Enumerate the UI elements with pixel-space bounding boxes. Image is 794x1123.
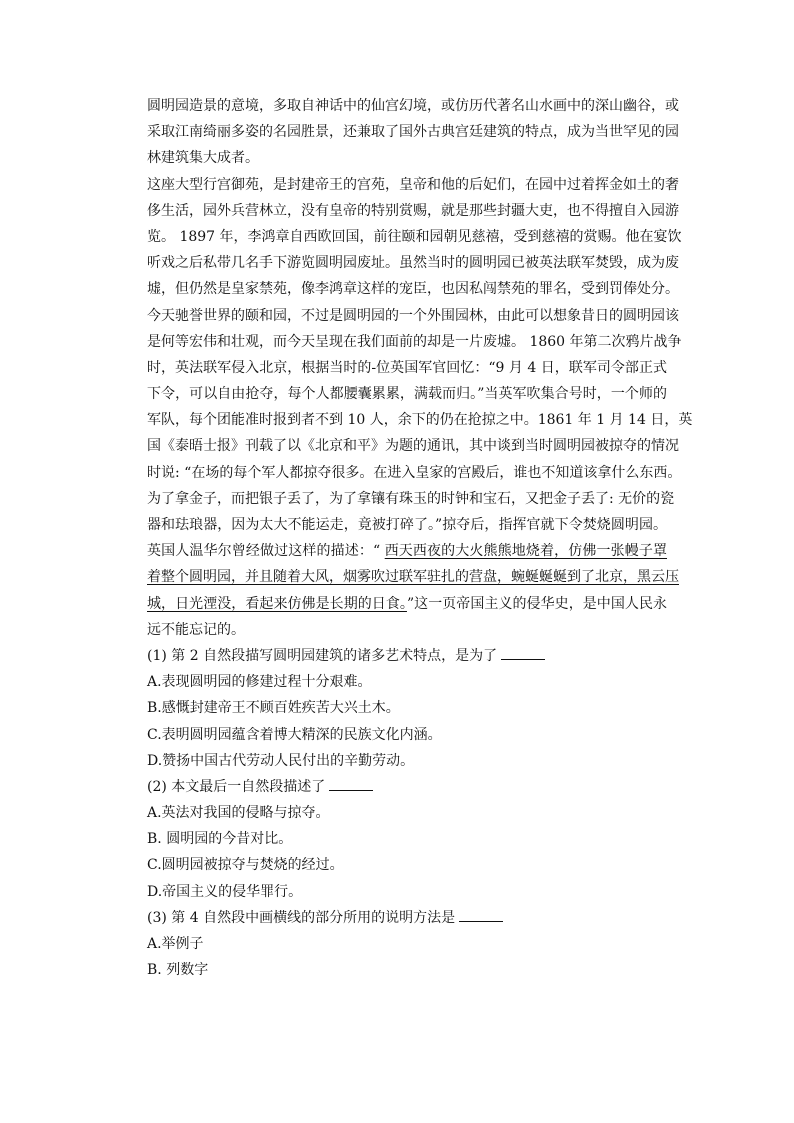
passage-line: 为了拿金子，而把银子丢了，为了拿镶有珠玉的时钟和宝石，又把金子丢了: 无价的瓷 <box>147 490 675 507</box>
passage <box>147 93 693 643</box>
answer-option[interactable]: B.感慨封建帝王不顾百姓疾苦大兴土木。 <box>147 700 400 717</box>
answer-option[interactable]: B. 列数字 <box>147 962 209 979</box>
question-stem: (2) 本文最后一自然段描述了 <box>147 774 667 800</box>
passage-line: 国《泰晤士报》刊载了以《北京和平》为题的通讯，其中谈到当时圆明园被掠夺的情况 <box>147 438 679 455</box>
passage-line-underlined-1 <box>147 538 667 564</box>
passage-line: 墟，但仍然是皇家禁苑，像李鸿章这样的宠臣，也因私闯禁苑的罪名，受到罚俸处分。 <box>147 281 679 298</box>
question-3 <box>147 905 667 984</box>
answer-option[interactable]: A.举例子 <box>147 936 204 952</box>
passage-line: 远不能忘记的。 <box>147 621 245 638</box>
passage-line: 器和珐琅器，因为太大不能运走，竟被打碎了。”掠夺后，指挥官就下令焚烧圆明园。 <box>147 517 667 533</box>
passage-line: 时，英法联军侵入北京，根据当时的-位英国军官回忆：“9 月 4 日，联军司令部正式 <box>147 359 667 376</box>
underlined-text: 城，日光湮没，看起来仿佛是长期的日食。 <box>147 595 407 612</box>
passage-line: 览。 1897 年，李鸿章自西欧回国，前往颐和园朝见慈禧，受到慈禧的赏赐。他在宴饮 <box>147 228 682 245</box>
underline-follow-on: ”这一页帝国主义的侵华史，是中国人民永 <box>406 595 668 612</box>
question-stem: (1) 第 2 自然段描写圆明园建筑的诸多艺术特点，是为了 <box>147 643 667 669</box>
passage-line: 下令，可以自由抢夺，每个人都腰囊累累，满载而归。”当英军吹集合号时，一个师的 <box>147 386 667 403</box>
passage-line-underlined-3 <box>147 591 667 617</box>
answer-option[interactable]: C.圆明园被掠夺与焚烧的经过。 <box>147 857 344 874</box>
answer-blank[interactable] <box>459 907 503 922</box>
underline-lead-in: 英国人温华尔曾经做过这样的描述：“ <box>147 543 385 560</box>
answer-option[interactable]: A.表现圆明园的修建过程十分艰难。 <box>147 674 372 691</box>
document-content <box>147 93 693 983</box>
answer-option[interactable]: A.英法对我国的侵略与掠夺。 <box>147 805 330 822</box>
passage-line: 采取江南绮丽多姿的名园胜景，还兼取了国外古典宫廷建筑的特点，成为当世罕见的园 <box>147 124 679 141</box>
passage-line: 林建筑集大成者。 <box>147 150 259 167</box>
answer-option[interactable]: B. 圆明园的今昔对比。 <box>147 831 293 848</box>
question-1 <box>147 643 667 774</box>
passage-line: 圆明园造景的意境，多取自神话中的仙宫幻境，或仿历代著名山水画中的深山幽谷，或 <box>147 98 679 114</box>
answer-blank[interactable] <box>329 776 373 791</box>
passage-line: 是何等宏伟和壮观，而今天呈现在我们面前的却是一片废墟。 1860 年第二次鸦片战争 <box>147 333 682 350</box>
passage-line: 时说: “在场的每个军人都掠夺很多。在进入皇家的宫殿后，谁也不知道该拿什么东西。 <box>147 464 682 481</box>
passage-line: 听戏之后私带几名手下游览圆明园废址。虽然当时的圆明园已被英法联军焚毁，成为废 <box>147 255 679 272</box>
underlined-text: 着整个圆明园，并且随着大风，烟雾吹过联军驻扎的营盘，蜿蜒蜒蜒到了北京，黑云压 <box>147 569 679 586</box>
passage-line: 这座大型行宫御苑，是封建帝王的宫苑，皇帝和他的后妃们，在园中过着挥金如土的奢 <box>147 176 679 193</box>
passage-line: 军队，每个团能准时报到者不到 10 人，余下的仍在抢掠之中。1861 年 1 月 14 日，英 <box>147 412 693 429</box>
answer-option[interactable]: D.帝国主义的侵华罪行。 <box>147 883 303 900</box>
answer-option[interactable]: D.赞扬中国古代劳动人民付出的辛勤劳动。 <box>147 752 415 769</box>
underlined-text: 西天西夜的大火熊熊地烧着，仿佛一张幔子罩 <box>384 543 668 560</box>
question-2 <box>147 774 667 905</box>
passage-line: 侈生活，园外兵营林立，没有皇帝的特别赏赐，就是那些封疆大吏，也不得擅自入园游 <box>147 202 679 219</box>
question-stem: (3) 第 4 自然段中画横线的部分所用的说明方法是 <box>147 905 667 931</box>
passage-line-underlined-2 <box>147 564 679 590</box>
answer-option[interactable]: C.表明圆明园蕴含着博大精深的民族文化内涵。 <box>147 726 442 743</box>
answer-blank[interactable] <box>501 645 545 660</box>
passage-line: 今天驰誉世界的颐和园，不过是圆明园的一个外围园林，由此可以想象昔日的圆明园该 <box>147 307 679 324</box>
